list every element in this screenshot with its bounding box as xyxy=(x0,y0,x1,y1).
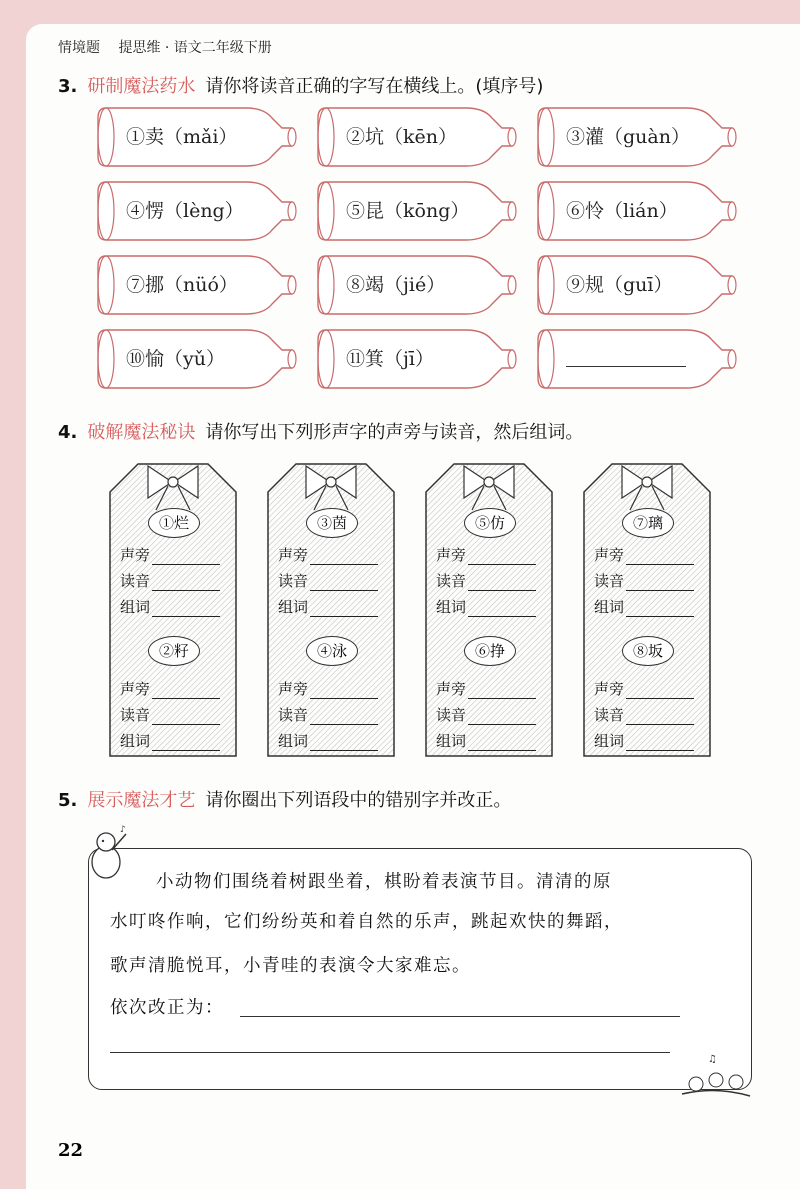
page-number: 22 xyxy=(58,1140,84,1161)
row-label: 组词 xyxy=(278,732,309,750)
row-label: 组词 xyxy=(436,598,467,616)
bottle-5 xyxy=(316,178,524,242)
q5-answer-label: 依次改正为： xyxy=(110,998,224,1018)
tag-top-char: ⑤仿 xyxy=(464,508,516,538)
tag-top-reading-row xyxy=(594,570,694,591)
tag-top-reading-row xyxy=(436,570,536,591)
tag-bottom-sound-radical-row xyxy=(120,678,220,699)
bottle-8 xyxy=(316,252,524,316)
answer-line[interactable] xyxy=(626,550,694,565)
row-label: 读音 xyxy=(436,572,467,590)
row-label: 组词 xyxy=(120,598,151,616)
bottle-answer-line[interactable] xyxy=(566,366,686,367)
tag-top-reading-row xyxy=(120,570,220,591)
tag-bottom-word-row xyxy=(594,730,694,751)
answer-line[interactable] xyxy=(468,576,536,591)
row-label: 声旁 xyxy=(278,680,309,698)
q5-instruction: 请你圈出下列语段中的错别字并改正。 xyxy=(205,790,512,811)
tag-bottom-sound-radical-row xyxy=(594,678,694,699)
answer-line[interactable] xyxy=(152,576,220,591)
tag-bottom-word-row xyxy=(278,730,378,751)
header-section: 情境题 xyxy=(58,40,100,56)
answer-line[interactable] xyxy=(310,576,378,591)
q3-instruction: 请你将读音正确的字写在横线上。(填序号) xyxy=(205,76,544,97)
bottle-4 xyxy=(96,178,304,242)
row-label: 组词 xyxy=(594,598,625,616)
bottle-1 xyxy=(96,104,304,168)
row-label: 声旁 xyxy=(436,546,467,564)
tag-card-3 xyxy=(424,452,554,757)
row-label: 声旁 xyxy=(278,546,309,564)
bottle-6 xyxy=(536,178,744,242)
tag-bottom-sound-radical-row xyxy=(278,678,378,699)
row-label: 组词 xyxy=(278,598,309,616)
row-label: 组词 xyxy=(594,732,625,750)
tag-bottom-sound-radical-row xyxy=(436,678,536,699)
tag-bottom-reading-row xyxy=(594,704,694,725)
q3-title xyxy=(58,72,543,98)
bottle-label: ①卖（mǎi） xyxy=(126,126,238,148)
tag-top-char: ⑦璃 xyxy=(622,508,674,538)
tag-top-char: ①烂 xyxy=(148,508,200,538)
tag-top-word-row xyxy=(436,596,536,617)
tag-card-4 xyxy=(582,452,712,757)
tag-top-sound-radical-row xyxy=(120,544,220,565)
answer-line[interactable] xyxy=(152,736,220,751)
bottle-3 xyxy=(536,104,744,168)
answer-line[interactable] xyxy=(468,550,536,565)
tag-top-sound-radical-row xyxy=(436,544,536,565)
bottle-label: ⑤昆（kōng） xyxy=(346,200,470,222)
page-header xyxy=(58,37,272,57)
row-label: 读音 xyxy=(120,706,151,724)
bottle-label: ⑨规（guī） xyxy=(566,274,673,296)
answer-line[interactable] xyxy=(626,602,694,617)
svg-text:♫: ♫ xyxy=(708,1054,717,1065)
tag-top-sound-radical-row xyxy=(594,544,694,565)
q5-line-2: 水叮咚作响，它们纷纷英和着自然的乐声，跳起欢快的舞蹈， xyxy=(110,912,623,932)
bottle-11 xyxy=(316,326,524,390)
row-label: 读音 xyxy=(120,572,151,590)
tag-top-reading-row xyxy=(278,570,378,591)
q5-title xyxy=(58,786,511,812)
answer-line[interactable] xyxy=(310,684,378,699)
bottle-label: ③灌（guàn） xyxy=(566,126,690,148)
bottle-label: ⑦挪（nüó） xyxy=(126,274,238,296)
svg-text:♪: ♪ xyxy=(120,825,126,835)
tag-top-word-row xyxy=(594,596,694,617)
answer-line[interactable] xyxy=(152,602,220,617)
answer-line[interactable] xyxy=(310,550,378,565)
q5-number: 5. xyxy=(58,790,78,811)
tag-bottom-word-row xyxy=(436,730,536,751)
answer-line[interactable] xyxy=(626,736,694,751)
tag-top-word-row xyxy=(120,596,220,617)
header-book: 提思维 · 语文二年级下册 xyxy=(118,40,272,56)
row-label: 声旁 xyxy=(436,680,467,698)
q3-number: 3. xyxy=(58,76,78,97)
answer-line[interactable] xyxy=(626,710,694,725)
answer-line[interactable] xyxy=(626,684,694,699)
answer-line[interactable] xyxy=(152,710,220,725)
bottle-outline xyxy=(536,326,744,392)
row-label: 声旁 xyxy=(594,680,625,698)
tag-bottom-char: ⑧坂 xyxy=(622,636,674,666)
answer-line[interactable] xyxy=(468,684,536,699)
bottle-7 xyxy=(96,252,304,316)
answer-line[interactable] xyxy=(152,550,220,565)
row-label: 读音 xyxy=(436,706,467,724)
bottle-12 xyxy=(536,326,744,390)
bottle-2 xyxy=(316,104,524,168)
row-label: 组词 xyxy=(120,732,151,750)
tag-top-sound-radical-row xyxy=(278,544,378,565)
bottle-label: ④愣（lèng） xyxy=(126,200,244,222)
tag-card-2 xyxy=(266,452,396,757)
bottle-label: ⑧竭（jié） xyxy=(346,274,446,296)
tag-card-1 xyxy=(108,452,238,757)
answer-line[interactable] xyxy=(310,736,378,751)
q4-instruction: 请你写出下列形声字的声旁与读音，然后组词。 xyxy=(205,422,584,443)
q4-title xyxy=(58,418,583,444)
row-label: 读音 xyxy=(278,572,309,590)
bottle-label: ⑩愉（yǔ） xyxy=(126,348,225,370)
q5-line-1: 小动物们围绕着树跟坐着，棋盼着表演节目。清清的原 xyxy=(156,872,612,892)
row-label: 组词 xyxy=(436,732,467,750)
row-label: 读音 xyxy=(278,706,309,724)
bottle-label: ⑥怜（lián） xyxy=(566,200,678,222)
row-label: 声旁 xyxy=(120,546,151,564)
q5-line-3: 歌声清脆悦耳，小青哇的表演令大家难忘。 xyxy=(110,956,471,976)
answer-line[interactable] xyxy=(468,602,536,617)
q3-highlight: 研制魔法药水 xyxy=(87,76,196,97)
tag-top-word-row xyxy=(278,596,378,617)
row-label: 读音 xyxy=(594,572,625,590)
bottle-label: ②坑（kēn） xyxy=(346,126,457,148)
tag-bottom-char: ②籽 xyxy=(148,636,200,666)
bottle-10 xyxy=(96,326,304,390)
q5-answer-line-2[interactable] xyxy=(110,1052,670,1053)
q4-highlight: 破解魔法秘诀 xyxy=(87,422,196,443)
tag-bottom-reading-row xyxy=(436,704,536,725)
birds-on-branch-icon xyxy=(678,1046,754,1102)
q5-highlight: 展示魔法才艺 xyxy=(87,790,196,811)
tag-bottom-word-row xyxy=(120,730,220,751)
q4-number: 4. xyxy=(58,422,78,443)
row-label: 读音 xyxy=(594,706,625,724)
tag-bottom-reading-row xyxy=(278,704,378,725)
answer-line[interactable] xyxy=(468,710,536,725)
musician-animal-icon xyxy=(86,822,132,884)
tag-bottom-char: ④泳 xyxy=(306,636,358,666)
answer-line[interactable] xyxy=(152,684,220,699)
tag-bottom-reading-row xyxy=(120,704,220,725)
row-label: 声旁 xyxy=(120,680,151,698)
bottle-label: ⑪箕（jī） xyxy=(346,348,434,370)
answer-line[interactable] xyxy=(310,602,378,617)
row-label: 声旁 xyxy=(594,546,625,564)
tag-top-char: ③茵 xyxy=(306,508,358,538)
answer-line[interactable] xyxy=(626,576,694,591)
q5-answer-line-1[interactable] xyxy=(240,1016,680,1017)
tag-bottom-char: ⑥挣 xyxy=(464,636,516,666)
answer-line[interactable] xyxy=(468,736,536,751)
bottle-9 xyxy=(536,252,744,316)
answer-line[interactable] xyxy=(310,710,378,725)
